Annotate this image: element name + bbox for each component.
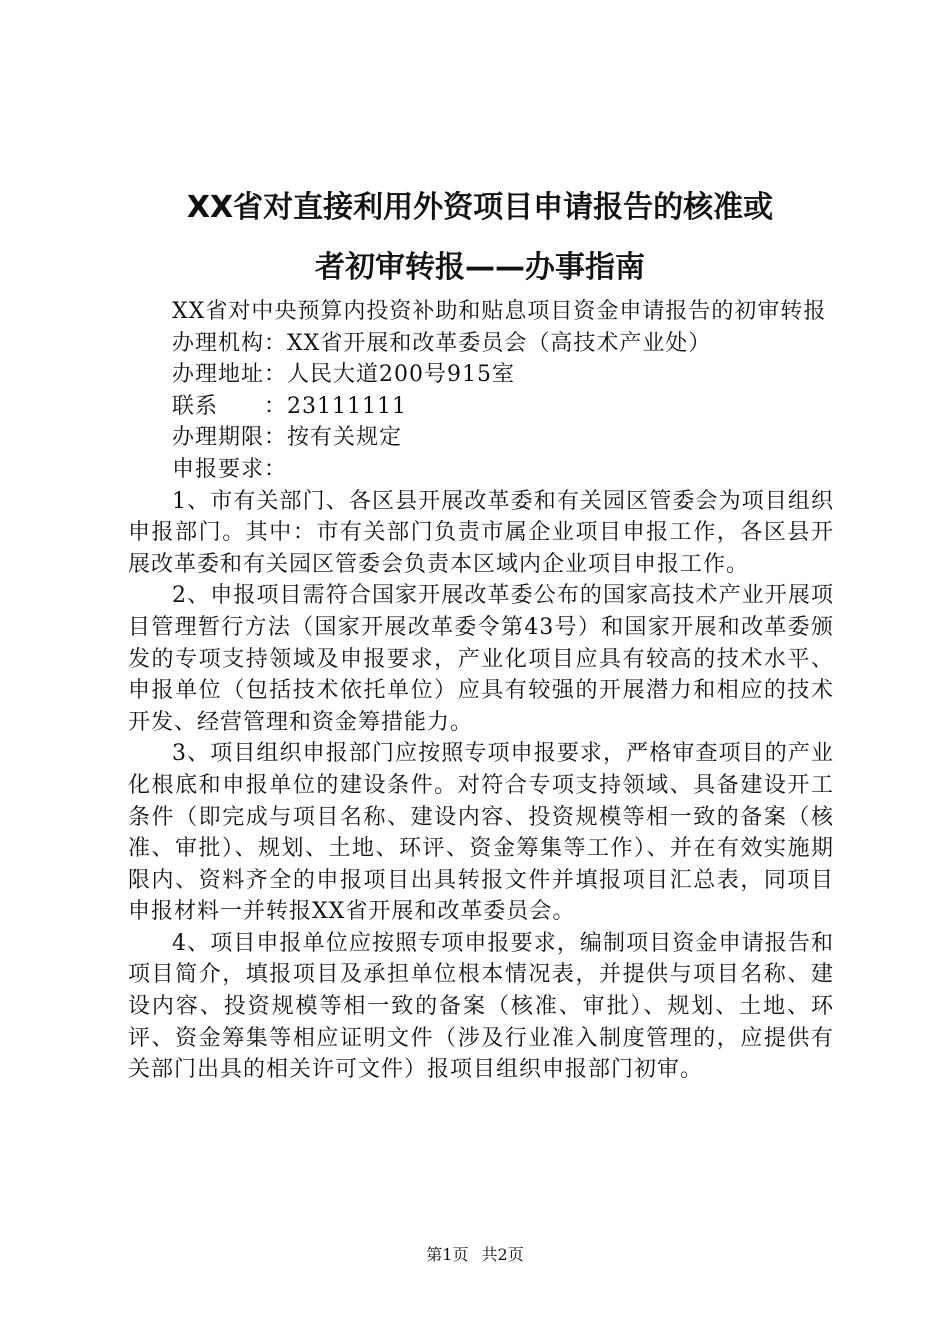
contact-line: 联系 ：23111111: [172, 393, 407, 419]
period-line: 办理期限：按有关规定: [172, 425, 403, 451]
document-body: [128, 296, 834, 1086]
requirement-paragraph-3: 3、项目组织申报部门应按照专项申报要求，严格审查项目的产业化根底和申报单位的建设条件。对符合专项支持领域、具备建设开工条件（即完成与项目名称、建设内容、投资规模等相一致的备案（核准、审批）、规划、土地、环评、资金筹集等工作）、并在有效实施期限内、资料齐全的申报项目出具转报文件并填报项目汇总表，同项目申报材料一并转报XX省开展和改革委员会。: [128, 741, 834, 925]
address-line: 办理地址：人民大道200号915室: [172, 362, 515, 388]
document-title-line-2: 者初审转报——办事指南: [315, 250, 645, 285]
document-subtitle: XX省对中央预算内投资补助和贴息项目资金申请报告的初审转报: [172, 299, 827, 324]
page-number: 第1页: [426, 1245, 469, 1264]
requirement-paragraph-2: 2、申报项目需符合国家开展改革委公布的国家高技术产业开展项目管理暂行方法（国家开展改革委令第43号）和国家开展和改革委颁发的专项支持领域及申报要求，产业化项目应具有较高的技术水平、申报单位（包括技术依托单位）应具有较强的开展潜力和相应的技术开发、经营管理和资金筹措能力。: [128, 583, 834, 735]
requirements-heading: 申报要求：: [172, 456, 288, 482]
requirement-paragraph-1: 1、市有关部门、各区县开展改革委和有关园区管委会为项目组织申报部门。其中：市有关部门负责市属企业项目申报工作，各区县开展改革委和有关园区管委会负责本区域内企业项目申报工作。: [128, 488, 834, 577]
document-title-line-1: XX省对直接利用外资项目申请报告的核准或: [186, 190, 774, 225]
page-footer: [0, 1245, 950, 1265]
page-total: 共2页: [481, 1245, 524, 1264]
requirement-paragraph-4: 4、项目申报单位应按照专项申报要求，编制项目资金申请报告和项目简介，填报项目及承担单位根本情况表，并提供与项目名称、建设内容、投资规模等相一致的备案（核准、审批）、规划、土地、环评、资金筹集等相应证明文件（涉及行业准入制度管理的，应提供有关部门出具的相关许可文件）报项目组织申报部门初审。: [128, 930, 834, 1083]
office-line: 办理机构：XX省开展和改革委员会（高技术产业处）: [172, 330, 712, 356]
